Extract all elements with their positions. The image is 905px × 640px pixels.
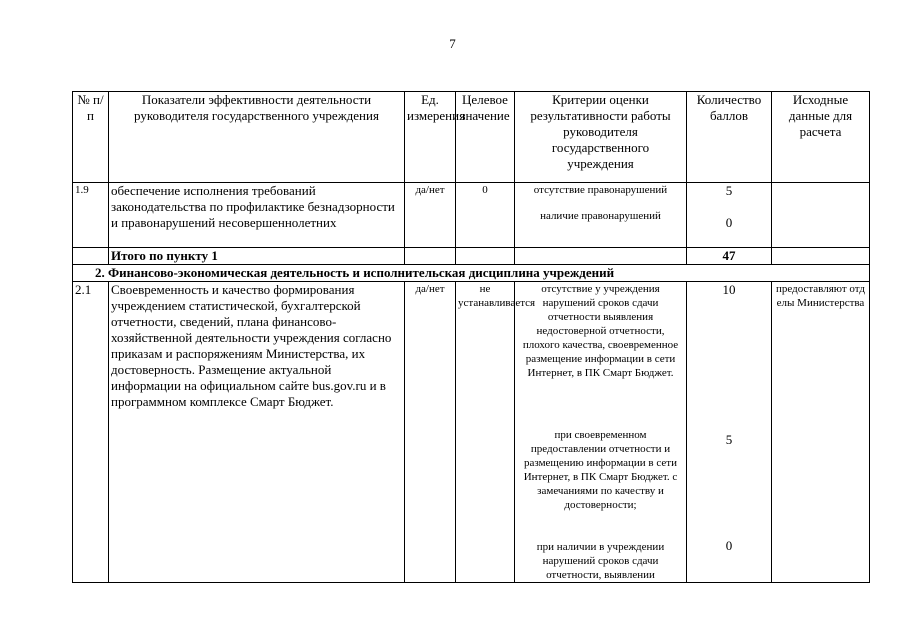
points-value: 5: [725, 432, 733, 447]
row-unit: да/нет: [405, 282, 456, 583]
row-unit: да/нет: [405, 183, 456, 248]
points-value: 0: [725, 538, 733, 553]
row-points: [687, 183, 772, 248]
points-value: 5: [725, 183, 733, 198]
total-label: Итого по пункту 1: [109, 248, 405, 265]
points-value: 10: [722, 282, 736, 297]
row-indicator: Своевременность и качество формирования учреждением статистической, бухгалтерской отчетности, сведений, плана финансово-хозяйственной деятельности учреждения согласно приказам и распоряжениям Министерства, их достоверность. Размещение актуальной информации на официальном сайте bus.gov.ru и в программном комплексе Смарт Бюджет.: [109, 282, 405, 583]
row-num: 1.9: [73, 183, 109, 248]
criterion-text: отсутствие у учреждения нарушений сроков сдачи отчетности выявления недостоверной отчетности, плохого качества, своевременное размещение информации в сети Интернет, в ПК Смарт Бюджет.: [522, 283, 679, 379]
points-value: 0: [725, 215, 733, 230]
row-source: предоставляют отделы Министерства: [772, 282, 870, 583]
row-source: [772, 183, 870, 248]
table-header-row: [73, 92, 870, 183]
table-row-total: [73, 248, 870, 265]
section-heading: 2. Финансово-экономическая деятельность и исполнительская дисциплина учреждений: [73, 265, 870, 282]
criterion-text: отсутствие правонарушений: [533, 184, 668, 196]
criterion-text: при наличии в учреждении нарушений сроков сдачи отчетности, выявлении: [536, 541, 665, 581]
header-target: Целевое значение: [456, 92, 515, 183]
row-criteria: [515, 183, 687, 248]
header-indicator: Показатели эффективности деятельности руководителя государственного учреждения: [109, 92, 405, 183]
table-row-1-9: [73, 183, 870, 248]
row-indicator: обеспечение исполнения требований законодательства по профилактике безнадзорности и правонарушений несовершеннолетних: [109, 183, 405, 248]
row-target: 0: [456, 183, 515, 248]
header-source: Исходные данные для расчета: [772, 92, 870, 183]
criterion-text: наличие правонарушений: [540, 210, 661, 222]
row-criteria: [515, 282, 687, 583]
header-num: № п/п: [73, 92, 109, 183]
criterion-text: при своевременном предоставлении отчетности и размещению информации в сети Интернет, в ПК Смарт Бюджет. с замечаниями по качеству и достоверности;: [523, 429, 678, 511]
row-target: не устанавливается: [456, 282, 515, 583]
table-row-2-1: [73, 282, 870, 583]
section-heading-row: [73, 265, 870, 282]
header-points: Количество баллов: [687, 92, 772, 183]
indicators-table: [72, 91, 870, 583]
total-points: 47: [687, 248, 772, 265]
header-criteria: Критерии оценки результативности работы руководителя государственного учреждения: [515, 92, 687, 183]
row-points: [687, 282, 772, 583]
header-unit: Ед. измерения: [405, 92, 456, 183]
page-number: 7: [449, 36, 456, 51]
row-num: 2.1: [73, 282, 109, 583]
